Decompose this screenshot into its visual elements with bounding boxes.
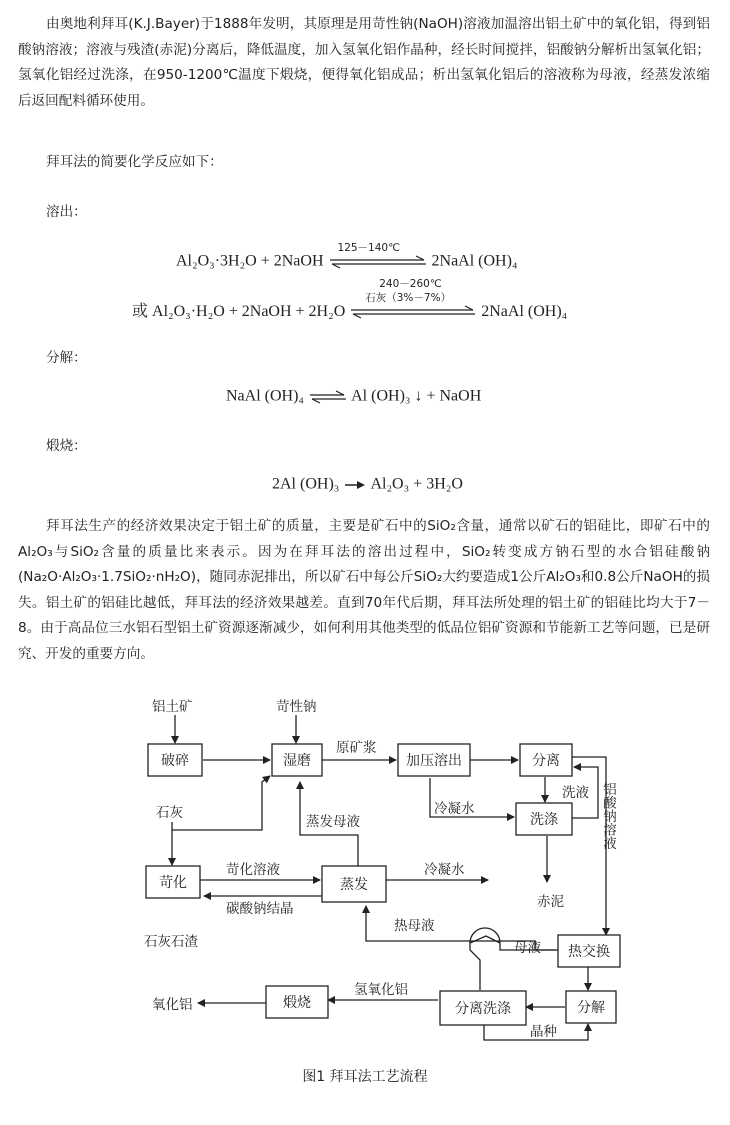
box-heat-exchange-label: 热交换 <box>568 944 610 960</box>
box-separate-wash-label: 分离洗涤 <box>455 1001 511 1017</box>
label-wash-liquor: 洗液 <box>562 785 589 801</box>
reaction-heading: 拜耳法的简要化学反应如下： <box>46 154 223 170</box>
equation-3-right: Al (OH)₃ ↓ + NaOH <box>351 387 482 405</box>
section-dissolution: 溶出： <box>46 204 87 220</box>
intro-paragraph: 由奥地利拜耳(K.J.Bayer)于1888年发明，其原理是用苛性钠(NaOH)溶液加温溶出铝土矿中的氧化铝，得到铝酸钠溶液；溶液与残渣(赤泥)分离后，降低温度，加入氢氧化铝作晶种，经长时间搅拌，铝酸钠分解析出氢氧化铝；氢氧化铝经过洗涤，在950-1200℃温度下煅烧，便得氧化铝成品；析出氢氧化铝后的溶液称为母液，经蒸发浓缩后返回配料循环使用。 <box>18 16 710 109</box>
equation-2-prefix: 或 <box>132 303 149 320</box>
section-decomposition: 分解： <box>46 350 87 366</box>
box-decompose-label: 分解 <box>577 1000 605 1016</box>
equation-1-left: Al₂O₃·3H₂O + 2NaOH <box>176 252 324 270</box>
equation-2-left: Al₂O₃·H₂O + 2NaOH + 2H₂O <box>152 303 346 320</box>
label-causticized-solution: 苛化溶液 <box>226 862 280 878</box>
equation-1-right: 2NaAl (OH)₄ <box>431 252 518 270</box>
label-condensate-1: 冷凝水 <box>434 801 475 817</box>
economics-paragraph: 拜耳法生产的经济效果决定于铝土矿的质量，主要是矿石中的SiO₂含量，通常以矿石的铝硅比，即矿石中的Al₂O₃与SiO₂含量的质量比来表示。因为在拜耳法的溶出过程中，SiO₂转变成方钠石型的水合铝硅酸钠(Na₂O·Al₂O₃·1.7SiO₂·nH₂O)，随同赤泥排出，所以矿石中每公斤SiO₂大约要造成1公斤Al₂O₃和0.8公斤NaOH的损失。铝土矿的铝硅比越低，拜耳法的经济效果越差。直到70年代后期，拜耳法所处理的铝土矿的铝硅比均大于7－8。由于高品位三水铝石型铝土矿资源逐渐减少，如何利用其他类型的低品位铝矿资源和节能新工艺等问题，已是研究、开发的重要方向。 <box>18 518 710 662</box>
label-aluminum-hydroxide: 氢氧化铝 <box>354 982 408 998</box>
label-evap-mother-liquor: 蒸发母液 <box>306 814 360 830</box>
equation-2-right: 2NaAl (OH)₄ <box>481 303 568 320</box>
input-lime: 石灰 <box>156 805 183 821</box>
label-soda-crystals: 碳酸钠结晶 <box>226 901 294 917</box>
equation-4-right: Al₂O₃ + 3H₂O <box>370 475 463 493</box>
label-red-mud: 赤泥 <box>537 894 564 910</box>
box-separate-label: 分离 <box>532 753 560 769</box>
label-mother-liquor: 母液 <box>514 940 541 956</box>
box-causticize-label: 苛化 <box>159 875 187 891</box>
box-pressure-leach-label: 加压溶出 <box>406 753 462 769</box>
box-evaporate-label: 蒸发 <box>340 877 368 893</box>
label-lime-residue: 石灰石渣 <box>144 934 198 950</box>
label-hot-mother-liquor: 热母液 <box>394 918 435 934</box>
equation-1-condition: 125－140℃ <box>337 242 400 254</box>
equation-2-condition-bottom: 石灰（3%－7%） <box>365 292 452 305</box>
equation-4-left: 2Al (OH)₃ <box>272 475 340 493</box>
label-aluminate-solution: 铝酸钠溶液 <box>600 782 616 850</box>
equation-3-left: NaAl (OH)₄ <box>226 387 304 405</box>
section-calcination: 煅烧： <box>46 438 87 454</box>
label-alumina: 氧化铝 <box>152 997 193 1013</box>
equation-2-condition-top: 240－260℃ <box>379 278 442 291</box>
label-raw-slurry: 原矿浆 <box>336 740 377 756</box>
input-bauxite: 铝土矿 <box>152 699 193 715</box>
box-wash-label: 洗涤 <box>530 812 558 828</box>
label-condensate-2: 冷凝水 <box>424 862 465 878</box>
box-calcine-label: 煅烧 <box>283 995 311 1011</box>
box-wet-grind-label: 湿磨 <box>283 753 311 769</box>
figure-caption: 图1 拜耳法工艺流程 <box>302 1069 428 1085</box>
box-crush-label: 破碎 <box>161 753 189 769</box>
input-caustic: 苛性钠 <box>276 699 317 715</box>
label-seed: 晶种 <box>530 1024 557 1040</box>
